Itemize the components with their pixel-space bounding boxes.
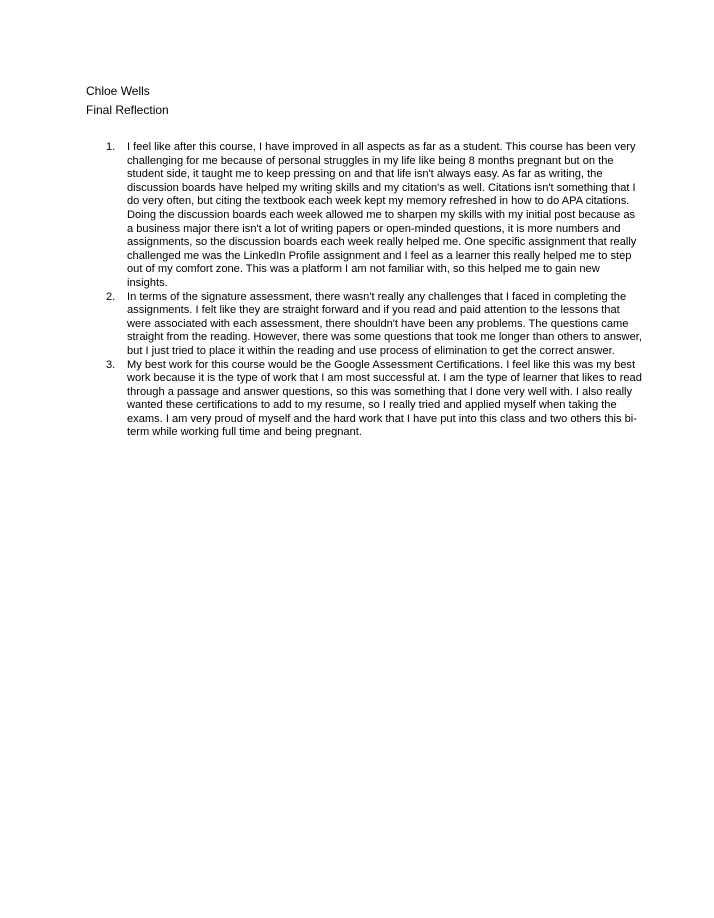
author-name: Chloe Wells: [86, 84, 150, 98]
list-item: [86, 359, 642, 441]
list-item: [86, 291, 642, 359]
list-item: [86, 141, 642, 291]
list-item-number: 1.: [106, 141, 116, 153]
reflection-list: [86, 141, 642, 440]
document-title: Final Reflection: [86, 103, 169, 117]
list-item-text: In terms of the signature assessment, there wasn't really any challenges that I faced in completing the assignments. I felt like they are straight forward and if you read and paid attention to the lessons that were associated with each assessment, there shouldn't have been any problems. The questions came straight from the reading. However, there was some questions that took me longer than others to answer, but I just tried to place it within the reading and use process of elimination to get the correct answer.: [127, 290, 642, 357]
list-item-text: I feel like after this course, I have improved in all aspects as far as a student. This course has been very challenging for me because of personal struggles in my life like being 8 months pregnant but on the student side, it taught me to keep pressing on and that life isn't always easy. As far as writing, the discussion boards have helped my writing skills and my citation's as well. Citations isn't something that I do very often, but citing the textbook each week kept my memory refreshed in how to do APA citations. Doing the discussion boards each week allowed me to sharpen my skills with my initial post because as a business major there isn't a lot of writing papers or open-minded questions, it is more numbers and assignments, so the discussion boards each week really helped me. One specific assignment that really challenged me was the LinkedIn Profile assignment and I feel as a learner this really helped me to step out of my comfort zone. This was a platform I am not familiar with, so this helped me to gain new insights.: [127, 141, 637, 289]
list-item-number: 2.: [106, 290, 116, 303]
list-item-text: My best work for this course would be the Google Assessment Certifications. I feel like this was my best work because it is the type of work that I am most successful at. I am the type of learner that likes to read through a passage and answer questions, so this was something that I done very well with. I also really wanted these certifications to add to my resume, so I really tried and applied myself when taking the exams. I am very proud of myself and the hard work that I have put into this class and two others this bi-term while working full time and being pregnant.: [127, 358, 642, 439]
list-item-number: 3.: [106, 358, 116, 371]
